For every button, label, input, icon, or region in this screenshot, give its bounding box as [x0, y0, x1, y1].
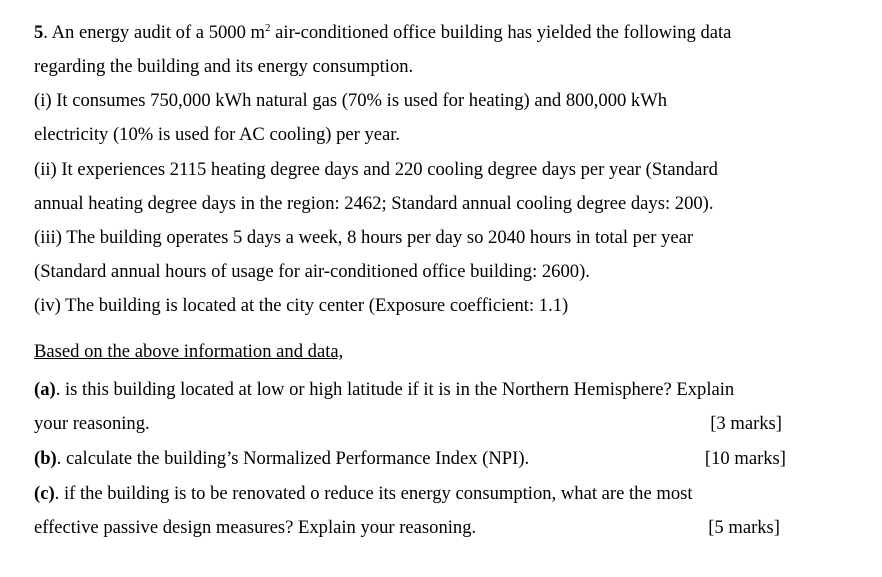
part-c-label: (c)	[34, 483, 55, 504]
question-number: 5	[34, 22, 44, 43]
intro-line-1-pre: . An energy audit of a 5000 m	[43, 22, 266, 43]
item-i-line-1: (i) It consumes 750,000 kWh natural gas (70% is used for heating) and 800,000 kWh	[34, 90, 668, 111]
part-b-text: . calculate the building’s Normalized Performance Index (NPI).	[56, 448, 530, 469]
area-superscript: 2	[265, 22, 271, 34]
question-page	[34, 0, 794, 577]
part-a-line-2	[34, 413, 794, 435]
part-a-text-2: your reasoning.	[34, 413, 150, 434]
part-a-label: (a)	[34, 379, 56, 400]
item-ii-line-2: annual heating degree days in the region: 2462; Standard annual cooling degree days: 200).	[34, 193, 714, 214]
intro-line-1	[34, 22, 731, 44]
part-c-marks: [5 marks]	[708, 517, 780, 538]
based-on-heading: Based on the above information and data,	[34, 341, 344, 362]
part-c-line-2	[34, 517, 794, 539]
intro-line-2: regarding the building and its energy consumption.	[34, 56, 414, 77]
item-ii-line-1: (ii) It experiences 2115 heating degree days and 220 cooling degree days per year (Standard	[34, 159, 718, 180]
intro-line-1-post: air-conditioned office building has yielded the following data	[270, 22, 732, 43]
part-a-text-1: . is this building located at low or high latitude if it is in the Northern Hemisphere? Explain	[55, 379, 735, 400]
part-b-label: (b)	[34, 448, 57, 469]
part-c-text-1: . if the building is to be renovated o reduce its energy consumption, what are the most	[54, 483, 693, 504]
part-a-marks: [3 marks]	[710, 413, 782, 434]
item-iii-line-1: (iii) The building operates 5 days a week, 8 hours per day so 2040 hours in total per year	[34, 227, 694, 248]
part-b-marks: [10 marks]	[704, 448, 786, 469]
item-iv-line: (iv) The building is located at the city center (Exposure coefficient: 1.1)	[34, 295, 569, 316]
part-b-line	[34, 448, 794, 470]
part-c-text-2: effective passive design measures? Explain your reasoning.	[34, 517, 477, 538]
part-a-line-1	[34, 379, 734, 401]
item-iii-line-2: (Standard annual hours of usage for air-conditioned office building: 2600).	[34, 261, 590, 282]
item-i-line-2: electricity (10% is used for AC cooling) per year.	[34, 124, 401, 145]
part-c-line-1	[34, 483, 693, 505]
